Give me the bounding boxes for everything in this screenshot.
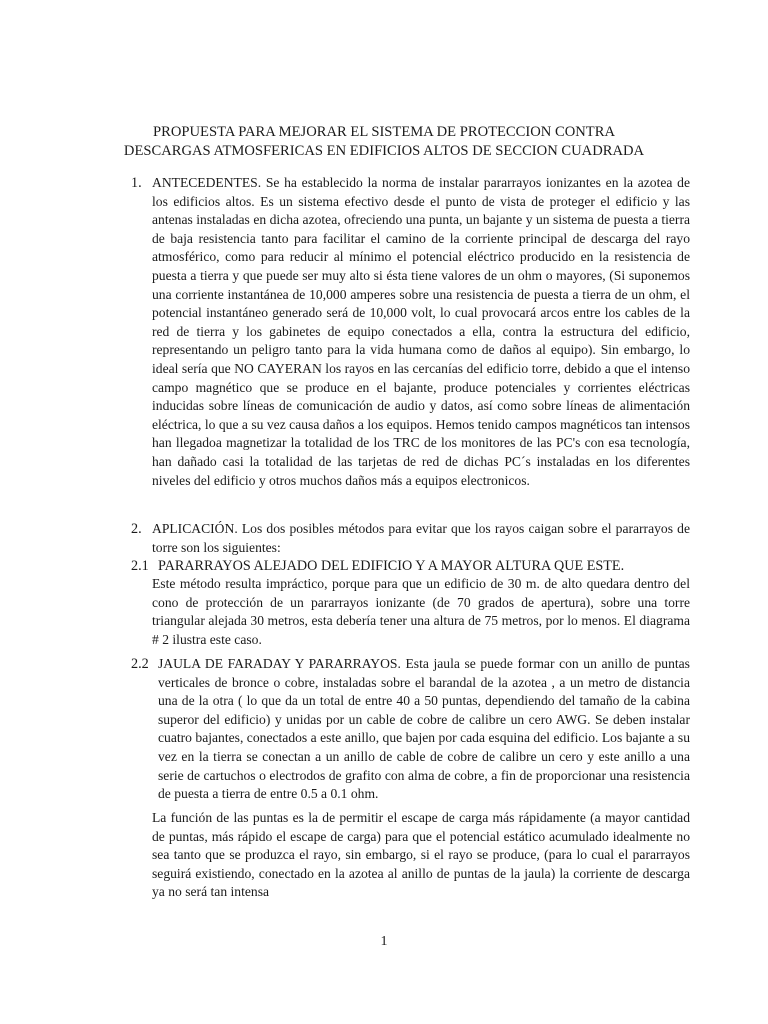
subsection-2-1-number: 2.1 (131, 558, 149, 574)
subsection-2-2-paragraph (158, 655, 690, 804)
section-1-number: 1. (131, 175, 142, 191)
page-number: 1 (380, 934, 388, 949)
section-2-aplicacion-text: APLICACIÓN. Los dos posibles métodos para evitar que los rayos caigan sobre el pararrayos de torre son los siguientes: (152, 521, 690, 555)
subsection-2-1-text: Este método resulta impráctico, porque para que un edificio de 30 m. de alto quedara dentro del cono de protección de un pararrayos ionizante (de 70 grados de apertura), sobre una torre triangular alejada 30 metros, esta debería tener una altura de 75 metros, por lo menos. El diagrama # 2 ilustra este caso. (152, 576, 690, 647)
document-title-line-2: DESCARGAS ATMOSFERICAS EN EDIFICIOS ALTOS DE SECCION CUADRADA (123, 143, 645, 159)
subsection-2-1-heading: PARARRAYOS ALEJADO DEL EDIFICIO Y A MAYOR ALTURA QUE ESTE. (158, 558, 625, 574)
document-title-line-1: PROPUESTA PARA MEJORAR EL SISTEMA DE PROTECCION CONTRA (153, 124, 615, 140)
subsection-2-2-text: Esta jaula se puede formar con un anillo de puntas verticales de bronce o cobre, instaladas sobre el barandal de la azotea , a un metro de distancia una de la otra ( lo que da un total de entre 40 a 50 puntas, dependiendo del tamaño de la cabina superor del edificio) y unidas por un cable de cobre de calibre un cero AWG. Se deben instalar cuatro bajantes, conectados a este anillo, que bajen por cada esquina del edificio. Los bajante a su vez en la tierra se conectan a un anillo de cable de cobre de calibre un cero y este anillo a una serie de cartuchos o electrodos de grafito con alma de cobre, a fin de proporcionar una resistencia de puesta a tierra de entre 0.5 a 0.1 ohm. (158, 656, 690, 802)
subsection-2-2-number: 2.2 (131, 656, 149, 672)
section-2-number: 2. (131, 521, 142, 537)
section-1-antecedentes-text: ANTECEDENTES. Se ha establecido la norma de instalar pararrayos ionizantes en la azotea de los edificios altos. Es un sistema efectivo desde el punto de vista de proteger el edificio y las antenas instaladas en dicha azotea, ofreciendo una punta, un bajante y un sistema de puesta a tierra de baja resistencia tanto para facilitar el camino de la corriente principal de descarga del rayo atmosférico, como para reducir al mínimo el potencial eléctrico producido en la resistencia de puesta a tierra y que puede ser muy alto si ésta tiene valores de un ohm o mayores, (Si suponemos una corriente instantánea de 10,000 amperes sobre una resistencia de puesta a tierra de un ohm, el potencial instantáneo generado será de 10,000 volt, lo cual provocará arcos entre los cables de la red de tierra y los gabinetes de equipo conectados a ella, contra la estructura del edificio, representando un peligro tanto para la vida humana como de daños al equipo). Sin embargo, lo ideal sería que NO CAYERAN los rayos en las cercanías del edificio torre, debido a que el intenso campo magnético que se produce en el bajante, produce potenciales y corrientes eléctricas inducidas sobre líneas de comunicación de audio y datos, así como sobre líneas de alimentación eléctrica, lo que a su vez causa daños a los equipos. Hemos tenido campos magnéticos tan intensos han llegadoa magnetizar la totalidad de los TRC de los monitores de las PC's con esa tecnología, han dañado casi la totalidad de las tarjetas de red de dichas PC´s instaladas en los diferentes niveles del edificio y otros muchos daños más a equipos electronicos. (152, 175, 690, 488)
closing-paragraph: La función de las puntas es la de permitir el escape de carga más rápidamente (a mayor cantidad de puntas, más rápido el escape de carga) para que el potencial estático acumulado idealmente no sea tanto que se produzca el rayo, sin embargo, si el rayo se produce, (para lo cual el pararrayos seguirá existiendo, conectado en la azotea al anillo de puntas de la jaula) la corriente de descarga ya no será tan intensa (152, 810, 690, 900)
subsection-2-2-heading: JAULA DE FARADAY Y PARARRAYOS. (158, 656, 406, 671)
